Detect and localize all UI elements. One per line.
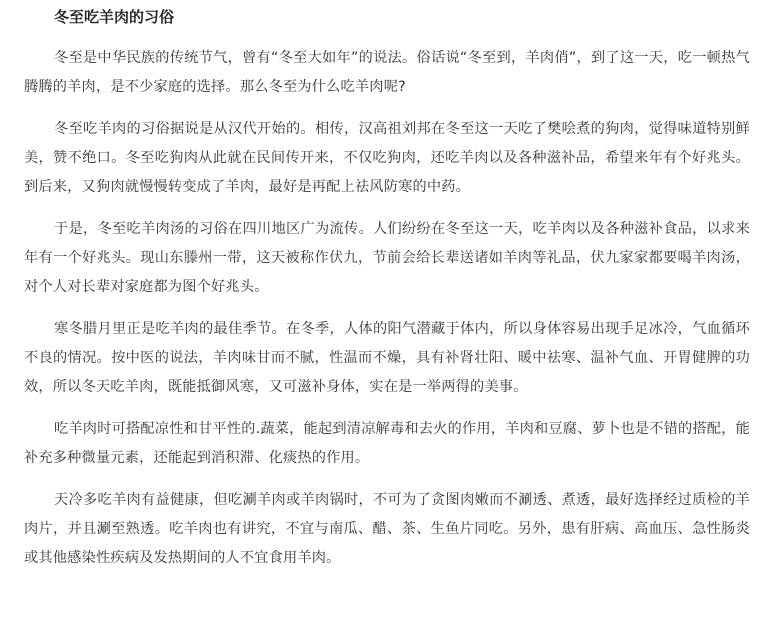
paragraph-health: 天冷多吃羊肉有益健康，但吃涮羊肉或羊肉锅时，不可为了贪图肉嫩而不涮透、煮透，最好选择经过质检的羊肉片，并且涮至熟透。吃羊肉也有讲究，不宜与南瓜、醋、茶、生鱼片同吃。另外，患有肝病、高血压、急性肠炎或其他感染性疾病及发热期间的人不宜食用羊肉。 <box>24 492 750 566</box>
paragraph-sichuan: 于是，冬至吃羊肉汤的习俗在四川地区广为流传。人们纷纷在冬至这一天，吃羊肉以及各种滋补食品，以求来年有一个好兆头。现山东滕州一带，这天被称作伏九，节前会给长辈送诸如羊肉等礼品，伏九家家都要喝羊肉汤，对个人对长辈对家庭都为图个好兆头。 <box>24 221 750 295</box>
article <box>24 6 750 573</box>
paragraph-pairing: 吃羊肉时可搭配凉性和甘平性的.蔬菜，能起到清凉解毒和去火的作用，羊肉和豆腐、萝卜也是不错的搭配，能补充多种微量元素，还能起到消积滞、化痰热的作用。 <box>24 421 750 466</box>
paragraph-origin: 冬至吃羊肉的习俗据说是从汉代开始的。相传，汉高祖刘邦在冬至这一天吃了樊哙煮的狗肉，觉得味道特别鲜美，赞不绝口。冬至吃狗肉从此就在民间传开来，不仅吃狗肉，还吃羊肉以及各种滋补品，希望来年有个好兆头。到后来，又狗肉就慢慢转变成了羊肉，最好是再配上祛风防寒的中药。 <box>24 121 750 195</box>
paragraph-intro: 冬至是中华民族的传统节气，曾有“冬至大如年”的说法。俗话说“冬至到，羊肉俏”，到了这一天，吃一顿热气腾腾的羊肉，是不少家庭的选择。那么冬至为什么吃羊肉呢? <box>24 50 750 95</box>
article-title: 冬至吃羊肉的习俗 <box>54 8 175 26</box>
paragraph-season: 寒冬腊月里正是吃羊肉的最佳季节。在冬季，人体的阳气潜藏于体内，所以身体容易出现手足冰冷，气血循环不良的情况。按中医的说法，羊肉味甘而不腻，性温而不燥，具有补肾壮阳、暖中祛寒、温补气血、开胃健脾的功效，所以冬天吃羊肉，既能抵御风寒，又可滋补身体，实在是一举两得的美事。 <box>24 321 750 395</box>
